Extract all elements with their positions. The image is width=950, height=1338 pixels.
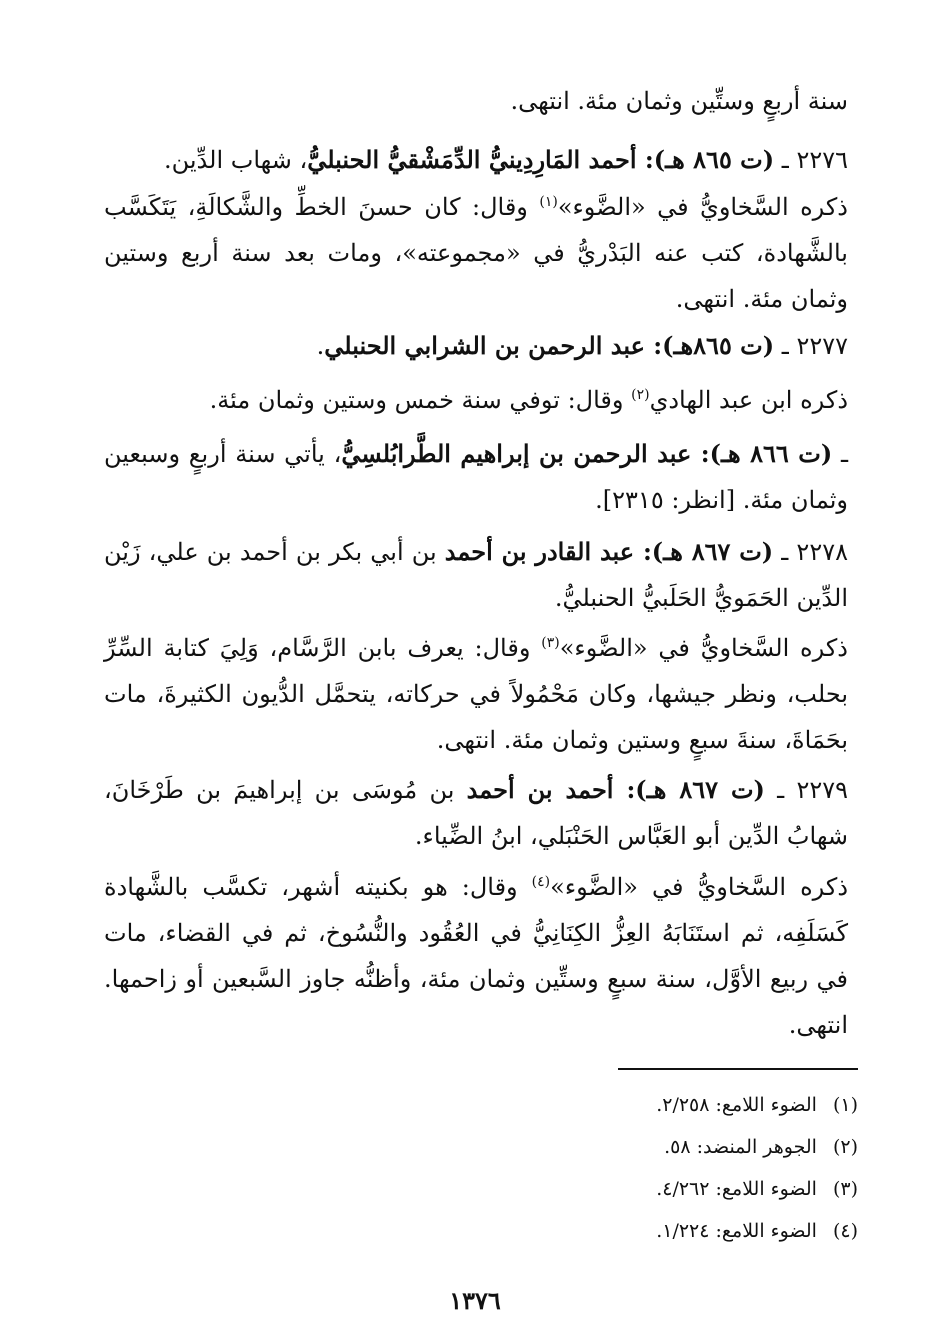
paragraph-pre: ذكره السَّخاويُّ في «الضَّوء» [559, 634, 848, 662]
footnotes [104, 1084, 858, 1252]
footnote-item [104, 1210, 858, 1252]
entry-date: (ت ٨٦٧ هـ): [613, 775, 765, 804]
entry-name: أحمد المَارِدِينيُّ الدِّمَشْقيُّ الحنبليُّ [307, 145, 637, 174]
entry-rest: . [316, 332, 325, 360]
entry-number: ٢٢٧٨ ـ [773, 538, 848, 566]
footnote-number: (١) [832, 1094, 858, 1116]
entry-2279 [104, 767, 848, 859]
footnote-ref[interactable]: (٤) [531, 874, 551, 890]
entry-number: ٢٢٧٦ ـ [774, 146, 848, 174]
entry-number: ـ [832, 440, 848, 468]
footnote-ref[interactable]: (٣) [541, 635, 560, 651]
footnote-item [104, 1126, 858, 1168]
entry-number: ٢٢٧٧ ـ [774, 332, 848, 360]
paragraph-pre: ذكره السَّخاويُّ في «الضَّوء» [557, 193, 848, 221]
entry-name: عبد الرحمن بن الشرابي الحنبلي [324, 331, 645, 360]
entry-name: أحمد بن أحمد [466, 775, 614, 804]
entry-name: عبد الرحمن بن إبراهيم الطَّرابُلسِيُّ [341, 439, 692, 468]
paragraph-2276-body [104, 184, 848, 322]
entry-rest: بن مُوسَى بن إبراهيمَ بن طَرْخَانَ، شهابُ الدِّين أبو العَبَّاس الحَنْبَلي، ابنُ الضِّياء. [104, 776, 848, 850]
footnote-text: الضوء اللامع: ١/٢٢٤. [656, 1220, 817, 1242]
entry-rest: ، شهاب الدِّين. [163, 146, 308, 174]
entry-unnumbered [104, 431, 848, 523]
entry-rest: ، يأتي سنة أربعٍ وسبعين وثمان مئة. [انظر: ٢٣١٥]. [104, 440, 848, 514]
paragraph-post: وقال: كان حسنَ الخطِّ والشَّكالَةِ، يَتَكَسَّب بالشَّهادة، كتب عنه البَدْريُّ في «مجموعته»، ومات بعد سنة أربع وستين وثمان مئة. انتهى. [104, 193, 848, 313]
paragraph-text: سنة أربعٍ وستِّين وثمان مئة. انتهى. [510, 87, 848, 115]
footnote-number: (٣) [832, 1178, 858, 1200]
entry-date: (ت ٨٦٦ هـ): [691, 439, 833, 468]
entry-date: (ت ٨٦٧ هـ): [634, 537, 774, 566]
footnote-text: الضوء اللامع: ٤/٢٦٢. [656, 1178, 817, 1200]
entry-2277 [104, 323, 848, 369]
paragraph-post: وقال: يعرف بابن الرَّسَّام، وَلِيَ كتابة السِّرِّ بحلب، ونظر جيشها، وكان مَحْمُولاً في حركاته، يتحمَّل الدُّيون الكثيرةَ، مات بحَمَاةَ، سنةَ سبعٍ وستين وثمان مئة. انتهى. [104, 634, 848, 754]
paragraph-2278-body [104, 625, 848, 763]
footnote-item [104, 1084, 858, 1126]
paragraph-pre: ذكره ابن عبد الهادي [649, 386, 848, 414]
footnote-text: الجوهر المنضد: ٥٨. [664, 1136, 817, 1158]
page-number: ١٣٧٦ [449, 1286, 501, 1315]
entry-2278 [104, 529, 848, 621]
paragraph-2277-body [104, 377, 848, 423]
footnote-ref[interactable]: (١) [539, 194, 558, 210]
entry-number: ٢٢٧٩ ـ [764, 776, 848, 804]
footnote-number: (٢) [832, 1136, 858, 1158]
entry-date: (ت ٨٦٥هـ): [644, 331, 775, 360]
footnote-ref[interactable]: (٢) [631, 387, 650, 403]
entry-name: عبد القادر بن أحمد [444, 537, 635, 566]
paragraph-pre: ذكره السَّخاويُّ في «الضَّوء» [550, 873, 849, 901]
footnote-divider [618, 1068, 858, 1070]
entry-date: (ت ٨٦٥ هـ): [636, 145, 775, 174]
footnote-item [104, 1168, 858, 1210]
entry-2276 [104, 137, 848, 183]
footnote-number: (٤) [832, 1220, 858, 1242]
paragraph-2279-body [104, 864, 848, 1048]
footnote-text: الضوء اللامع: ٢/٢٥٨. [656, 1094, 817, 1116]
paragraph-continuation [104, 78, 848, 124]
entry-rest: بن أبي بكر بن أحمد بن علي، زَيْن الدِّين الحَمَويُّ الحَلَبيُّ الحنبليُّ. [104, 538, 848, 612]
paragraph-post: وقال: توفي سنة خمس وستين وثمان مئة. [209, 386, 632, 414]
paragraph-post: وقال: هو بكنيته أشهر، تكسَّب بالشَّهادة كَسَلَفِه، ثم استَنَابَهُ العِزُّ الكِنَانِيُّ في العُقُود والنُّسُوخ، ثم في القضاء، مات في ربيع الأوَّل، سنة سبعٍ وستِّين وثمان مئة، وأظنُّه جاوز السَّبعين أو زاحمها. انتهى. [104, 873, 848, 1039]
